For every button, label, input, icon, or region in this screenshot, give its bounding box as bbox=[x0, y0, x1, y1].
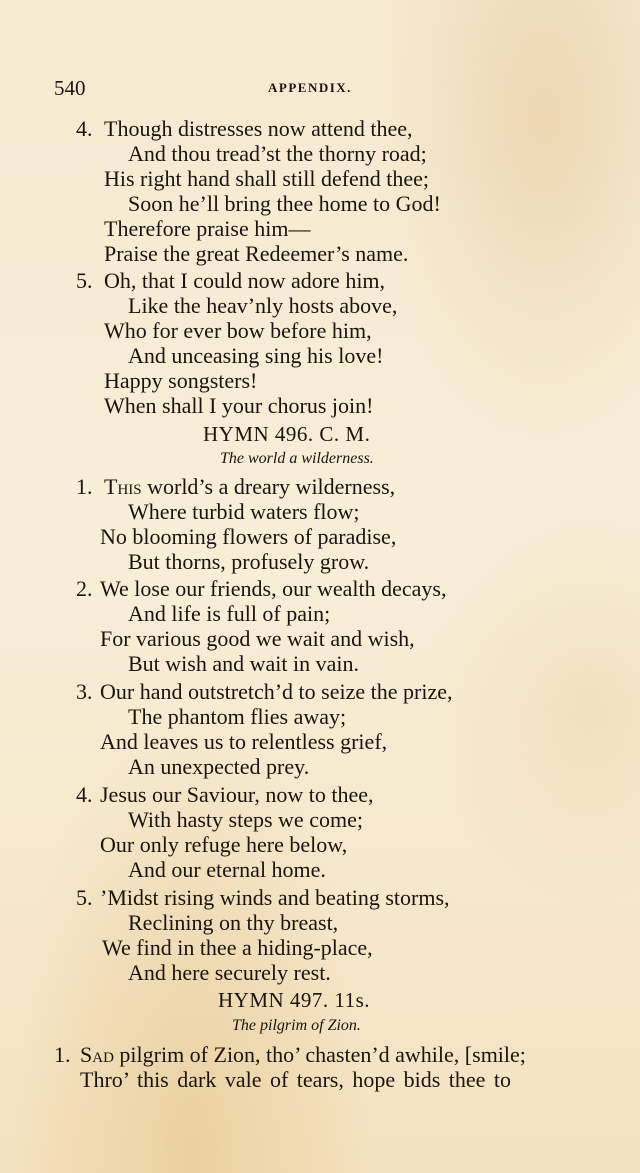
verse-line: Reclining on thy breast, bbox=[128, 910, 339, 935]
verse-line: Our only refuge here below, bbox=[100, 832, 348, 857]
verse-line: Thro’ this dark vale of tears, hope bids thee to bbox=[80, 1067, 512, 1092]
hymn-title: HYMN 497. 11s. bbox=[218, 988, 371, 1012]
verse-line: With hasty steps we come; bbox=[128, 807, 363, 832]
verse-line: An unexpected prey. bbox=[128, 754, 310, 779]
verse-line bbox=[80, 1042, 526, 1068]
verse-line: Like the heav’nly hosts above, bbox=[128, 293, 398, 318]
verse-line: And leaves us to relentless grief, bbox=[100, 729, 388, 754]
verse-line-rest: pilgrim of Zion, tho’ chasten’d awhile, [smile; bbox=[113, 1042, 526, 1067]
verse-line: Soon he’ll bring thee home to God! bbox=[128, 191, 441, 216]
verse-line: But thorns, profusely grow. bbox=[128, 549, 370, 574]
verse-line: No blooming flowers of paradise, bbox=[100, 524, 397, 549]
verse-line: ’Midst rising winds and beating storms, bbox=[100, 885, 450, 910]
verse-first-word: Sad bbox=[80, 1042, 114, 1067]
hymn-subtitle: The pilgrim of Zion. bbox=[232, 1017, 361, 1034]
verse-line: Praise the great Redeemer’s name. bbox=[104, 241, 409, 266]
verse-line: And unceasing sing his love! bbox=[128, 343, 384, 368]
verse-line: We lose our friends, our wealth decays, bbox=[100, 576, 447, 601]
page-header bbox=[0, 76, 640, 102]
verse-first-word: This bbox=[104, 474, 142, 499]
verse-line bbox=[104, 474, 395, 500]
verse-number: 3. bbox=[76, 679, 93, 704]
verse-line: Though distresses now attend thee, bbox=[104, 116, 413, 141]
verse-line: Therefore praise him— bbox=[104, 216, 311, 241]
verse-number: 5. bbox=[76, 268, 93, 293]
running-title: APPENDIX. bbox=[268, 80, 352, 95]
verse-line: Happy songsters! bbox=[104, 368, 258, 393]
verse-line: And here securely rest. bbox=[128, 960, 331, 985]
verse-line: His right hand shall still defend thee; bbox=[104, 166, 430, 191]
verse-line: Who for ever bow before him, bbox=[104, 318, 372, 343]
verse-number: 2. bbox=[76, 576, 93, 601]
verse-line: Where turbid waters flow; bbox=[128, 499, 360, 524]
hymn-subtitle: The world a wilderness. bbox=[220, 450, 374, 467]
verse-line: Our hand outstretch’d to seize the prize, bbox=[100, 679, 453, 704]
verse-line: But wish and wait in vain. bbox=[128, 651, 359, 676]
hymn-title: HYMN 496. C. M. bbox=[203, 422, 371, 446]
verse-number: 4. bbox=[76, 782, 93, 807]
verse-number: 1. bbox=[54, 1042, 71, 1067]
page-number: 540 bbox=[54, 76, 86, 100]
verse-number: 1. bbox=[76, 474, 93, 499]
verse-number: 4. bbox=[76, 116, 93, 141]
verse-number: 5. bbox=[76, 885, 93, 910]
verse-line: And our eternal home. bbox=[128, 857, 326, 882]
verse-line: We find in thee a hiding-place, bbox=[102, 935, 373, 960]
verse-line: When shall I your chorus join! bbox=[104, 393, 374, 418]
verse-line: Jesus our Saviour, now to thee, bbox=[100, 782, 374, 807]
verse-line: Oh, that I could now adore him, bbox=[104, 268, 386, 293]
verse-line: The phantom flies away; bbox=[128, 704, 347, 729]
verse-line-rest: world’s a dreary wilderness, bbox=[141, 474, 396, 499]
verse-line: And life is full of pain; bbox=[128, 601, 331, 626]
verse-line: And thou tread’st the thorny road; bbox=[128, 141, 427, 166]
verse-line: For various good we wait and wish, bbox=[100, 626, 415, 651]
